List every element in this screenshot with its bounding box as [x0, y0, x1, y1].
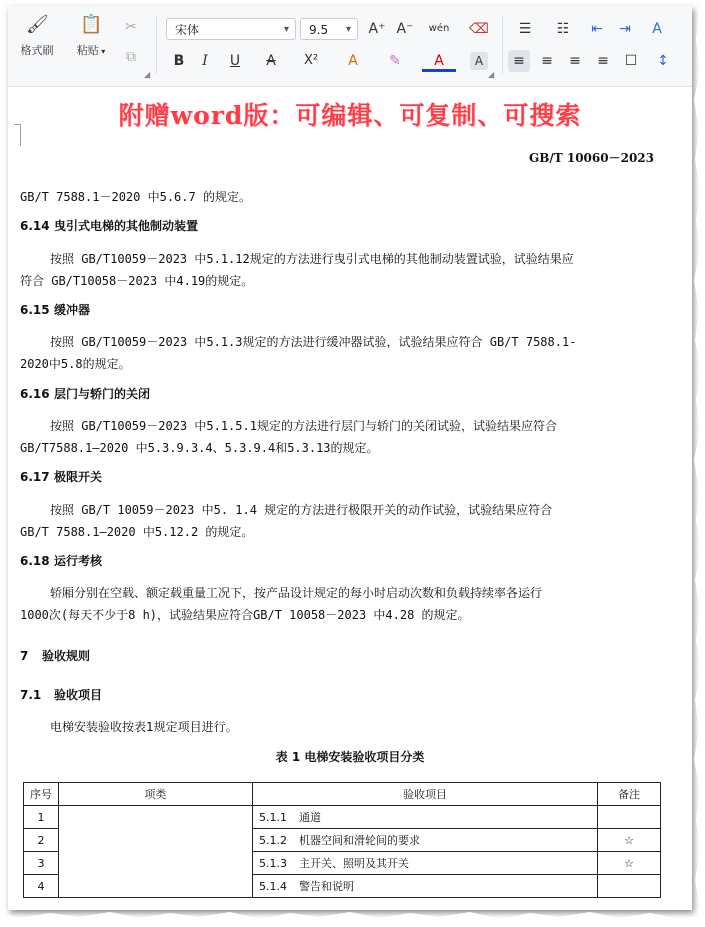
- clause-code: 5.1.3: [259, 857, 287, 870]
- paragraph-line: GB/T 7588.1—2020 中5.12.2 的规定。: [20, 525, 254, 539]
- ribbon-toolbar: [8, 6, 692, 87]
- section-number: 7: [20, 649, 29, 663]
- char-shading-button[interactable]: A: [470, 52, 488, 70]
- item-text: 机器空间和滑轮间的要求: [299, 834, 420, 847]
- superscript-button[interactable]: X²: [303, 53, 319, 68]
- text-effect-button[interactable]: A: [348, 53, 358, 69]
- chevron-down-icon: ▾: [283, 24, 289, 35]
- row-number: 2: [24, 829, 59, 852]
- cut-icon[interactable]: ✂: [125, 19, 137, 35]
- font-name-value: 宋体: [175, 23, 200, 37]
- highlight-button[interactable]: ✎: [389, 53, 401, 69]
- item-cell: [253, 829, 598, 852]
- section-number: 6.17: [20, 470, 50, 484]
- acceptance-items-table: [23, 782, 661, 898]
- paragraph-line: 1000次(每天不少于8 h)，试验结果应符合GB/T 10058－2023 中4.28 的规定。: [20, 608, 470, 622]
- numbering-button[interactable]: ☷: [556, 21, 570, 37]
- indent-button[interactable]: ⇥: [619, 21, 631, 37]
- copy-icon[interactable]: ⧉: [126, 49, 136, 65]
- item-text: 主开关、照明及其开关: [299, 857, 409, 870]
- paragraph-line: GB/T7588.1—2020 中5.3.9.3.4、5.3.9.4和5.3.13的规定。: [20, 441, 379, 455]
- italic-button[interactable]: I: [202, 53, 208, 69]
- align-left-button[interactable]: ≡: [508, 50, 530, 72]
- note-star-icon: ☆: [598, 829, 661, 852]
- font-color-button[interactable]: A: [422, 50, 456, 72]
- underline-button[interactable]: U: [229, 53, 241, 69]
- item-cell: [253, 852, 598, 875]
- section-heading: [20, 552, 102, 569]
- bold-button[interactable]: B: [173, 53, 185, 69]
- paragraph-line: 按照 GB/T10059－2023 中5.1.3规定的方法进行缓冲器试验，试验结果应符合 GB/T 7588.1-: [50, 335, 577, 349]
- strikethrough-button[interactable]: A: [266, 53, 276, 69]
- font-size-select[interactable]: [300, 18, 358, 40]
- section-title: 验收规则: [42, 649, 91, 663]
- section-heading: [20, 385, 150, 402]
- table-row: [24, 806, 661, 829]
- divider: [502, 16, 503, 74]
- margin-mark: [20, 124, 21, 146]
- increase-font-button[interactable]: A⁺: [368, 21, 386, 37]
- paragraph-line: 按照 GB/T10059－2023 中5.1.12规定的方法进行曳引式电梯的其他制动装置试验，试验结果应: [50, 252, 574, 266]
- paragraph-line: 电梯安装验收按表1规定项目进行。: [50, 720, 238, 734]
- column-header: 项类: [59, 783, 253, 806]
- row-number: 3: [24, 852, 59, 875]
- align-right-button[interactable]: ≡: [569, 53, 581, 69]
- section-heading: [20, 217, 198, 234]
- font-name-select[interactable]: [166, 18, 296, 40]
- chevron-down-icon: ▾: [345, 24, 351, 35]
- row-number: 4: [24, 875, 59, 898]
- line-spacing-button[interactable]: ↕: [657, 53, 669, 69]
- bullets-button[interactable]: ☰: [518, 21, 532, 37]
- paragraph-line: 轿厢分别在空载、额定载重量工况下，按产品设计规定的每小时启动次数和负载持续率各运行: [50, 586, 543, 600]
- note-star-icon: ☆: [598, 852, 661, 875]
- section-heading: [20, 686, 102, 703]
- margin-mark: [14, 124, 20, 125]
- row-number: 1: [24, 806, 59, 829]
- section-number: 6.18: [20, 554, 50, 568]
- decrease-font-button[interactable]: A⁻: [396, 21, 414, 37]
- distribute-button[interactable]: ☐: [624, 53, 638, 69]
- paste-button[interactable]: 📋 粘贴 ▾: [76, 14, 106, 57]
- section-title: 缓冲器: [54, 303, 91, 317]
- section-number: 6.14: [20, 219, 50, 233]
- table-caption: 表 1 电梯安装验收项目分类: [275, 750, 425, 764]
- item-cell: [253, 806, 598, 829]
- align-center-button[interactable]: ≡: [541, 53, 553, 69]
- torn-edge-right: [691, 0, 705, 927]
- font-expand-icon[interactable]: ◢: [488, 70, 495, 79]
- clause-code: 5.1.2: [259, 834, 287, 847]
- paragraph-line: 按照 GB/T 10059－2023 中5. 1.4 规定的方法进行极限开关的动作试验，试验结果应符合: [50, 503, 553, 517]
- section-heading: [20, 301, 90, 318]
- chapter-heading: [20, 647, 90, 664]
- format-painter-button[interactable]: [14, 14, 60, 58]
- column-header: 备注: [598, 783, 661, 806]
- font-size-value: 9.5: [309, 23, 329, 37]
- paragraph-line: 按照 GB/T10059－2023 中5.1.5.1规定的方法进行层门与轿门的关闭试验，试验结果应符合: [50, 419, 557, 433]
- section-number: 7.1: [20, 688, 42, 702]
- divider: [156, 16, 157, 74]
- section-title: 极限开关: [54, 470, 103, 484]
- section-title: 层门与轿门的关闭: [54, 387, 151, 401]
- column-header: 验收项目: [253, 783, 598, 806]
- section-title: 验收项目: [54, 688, 103, 702]
- paste-icon: 📋: [80, 14, 103, 35]
- section-title: 曳引式电梯的其他制动装置: [54, 219, 199, 233]
- format-painter-label: 格式刷: [20, 44, 54, 57]
- clipboard-expand-icon[interactable]: ◢: [144, 70, 151, 79]
- phonetic-guide-button[interactable]: wén: [428, 23, 450, 34]
- standard-code-header: GB/T 10060－2023: [528, 151, 654, 165]
- paragraph-line: GB/T 7588.1－2020 中5.6.7 的规定。: [20, 190, 251, 204]
- clear-format-icon[interactable]: ⌫: [469, 21, 489, 37]
- outdent-button[interactable]: ⇤: [591, 21, 603, 37]
- paragraph-line: 符合 GB/T10058－2023 中4.19的规定。: [20, 274, 254, 288]
- paragraph-line: 2020中5.8的规定。: [20, 357, 131, 371]
- paste-label: 粘贴: [76, 44, 99, 57]
- torn-edge-bottom: [0, 907, 705, 927]
- section-number: 6.15: [20, 303, 50, 317]
- text-direction-button[interactable]: A: [652, 21, 662, 37]
- column-header: 序号: [24, 783, 59, 806]
- item-cell: [253, 875, 598, 898]
- category-cell: [59, 806, 253, 898]
- note-cell: [598, 875, 661, 898]
- justify-button[interactable]: ≡: [597, 53, 609, 69]
- clause-code: 5.1.4: [259, 880, 287, 893]
- format-painter-icon: 🖌: [26, 14, 49, 35]
- promo-banner: 附赠word版：可编辑、可复制、可搜索: [118, 101, 582, 130]
- clause-code: 5.1.1: [259, 811, 287, 824]
- note-cell: [598, 806, 661, 829]
- section-number: 6.16: [20, 387, 50, 401]
- section-title: 运行考核: [54, 554, 103, 568]
- document-window: [8, 6, 692, 910]
- item-text: 通道: [299, 811, 321, 824]
- table-header-row: [24, 783, 661, 806]
- section-heading: [20, 468, 102, 485]
- item-text: 警告和说明: [299, 880, 354, 893]
